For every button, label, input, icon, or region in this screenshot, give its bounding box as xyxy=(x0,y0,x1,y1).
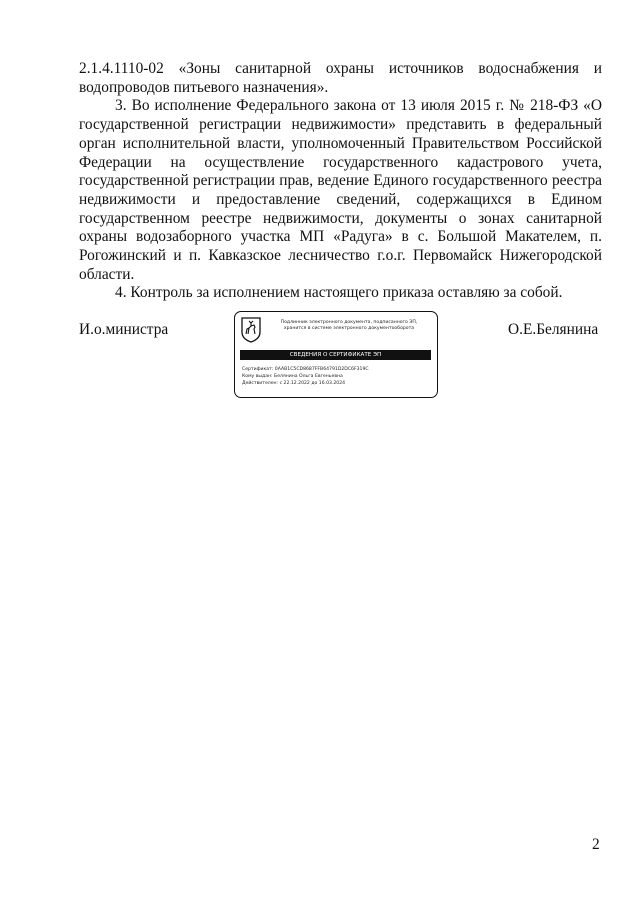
paragraph-continuation: 2.1.4.1110-02 «Зоны санитарной охраны источников водоснабжения и водопроводов питьевого назначения». xyxy=(79,60,602,96)
page-number: 2 xyxy=(592,836,600,853)
stamp-certificate-bar: СВЕДЕНИЯ О СЕРТИФИКАТЕ ЭП xyxy=(240,350,431,360)
signer-name: О.Е.Белянина xyxy=(508,321,599,338)
stamp-issued-to: Кому выдан: Белянина Ольга Евгеньевна xyxy=(242,374,343,379)
document-body xyxy=(79,60,602,303)
electronic-signature-stamp xyxy=(234,311,438,398)
stamp-validity: Действителен: с 22.12.2022 до 16.03.2024 xyxy=(242,381,346,386)
paragraph-item-3: 3. Во исполнение Федерального закона от 13 июля 2015 г. № 218-ФЗ «О государственной регистрации недвижимости» представить в федеральный орган исполнительной власти, уполномоченный Правительством Российской Федерации на осуществление государственного кадастрового учета, государственной регистрации прав, ведение Единого государственного реестра недвижимости и предоставление сведений, содержащихся в Едином государственном реестре недвижимости, документы о зонах санитарной охраны водозаборного участка МП «Радуга» в с. Большой Макателем, п. Рогожинский и п. Кавказское лесничество г.о.г. Первомайск Нижегородской области. xyxy=(79,97,602,283)
signer-title: И.о.министра xyxy=(79,321,169,338)
stamp-header xyxy=(265,320,433,332)
stamp-certificate-number: Сертификат: 0AAB1C5CD8687FFB64791D2DC6F319C xyxy=(242,367,369,372)
stamp-certificate-details xyxy=(242,366,432,387)
nizhny-novgorod-deer-emblem-icon xyxy=(240,317,262,343)
stamp-header-line-2: хранится в системе электронного документооборота xyxy=(283,326,415,331)
stamp-header-line-1: Подлинник электронного документа, подписанного ЭП, xyxy=(280,320,418,325)
paragraph-item-4: 4. Контроль за исполнением настоящего приказа оставляю за собой. xyxy=(115,284,563,302)
